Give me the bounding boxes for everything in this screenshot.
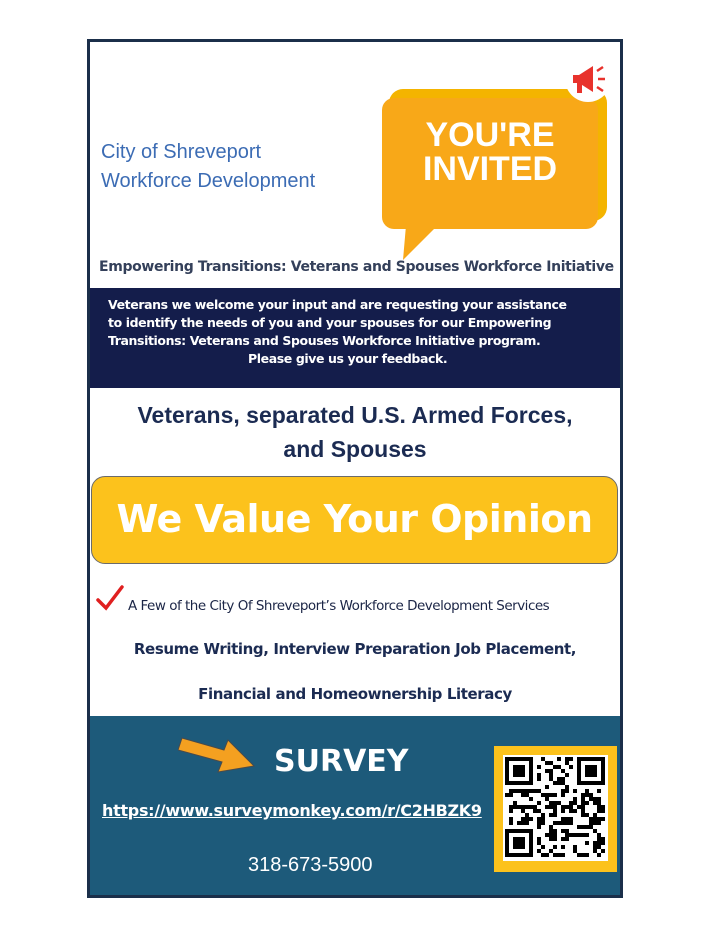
arrow-right-icon — [178, 728, 258, 774]
audience-heading — [90, 398, 620, 466]
phone-number: 318-673-5900 — [248, 854, 373, 876]
program-subtitle: Empowering Transitions: Veterans and Spouses Workforce Initiative — [99, 259, 614, 275]
services-line-2: Financial and Homeownership Literacy — [198, 685, 512, 703]
invited-line-2: INVITED — [422, 150, 558, 188]
megaphone-icon — [563, 54, 613, 104]
message-line-1: Veterans we welcome your input and are requesting your assistance — [108, 297, 567, 312]
checkmark-icon — [96, 585, 124, 611]
invited-speech-bubble — [377, 54, 617, 254]
value-opinion-banner — [91, 476, 618, 564]
message-line-3: Transitions: Veterans and Spouses Workforce Initiative program. — [108, 333, 541, 348]
message-line-4: Please give us your feedback. — [248, 351, 448, 366]
services-intro: A Few of the City Of Shreveport’s Workforce Development Services — [128, 598, 550, 614]
message-line-2: to identify the needs of you and your spouses for our Empowering — [108, 315, 552, 330]
organization-line-2: Workforce Development — [101, 170, 316, 192]
audience-line-2: and Spouses — [283, 436, 427, 462]
audience-line-1: Veterans, separated U.S. Armed Forces, — [137, 402, 573, 428]
organization-line-1: City of Shreveport — [101, 141, 262, 163]
value-opinion-heading: We Value Your Opinion — [116, 497, 593, 541]
invited-line-1: YOU'RE — [425, 116, 555, 154]
services-line-1: Resume Writing, Interview Preparation Job Placement, — [133, 640, 577, 658]
bubble-tail — [399, 214, 459, 264]
flyer — [87, 39, 623, 898]
qr-code-icon — [503, 755, 608, 861]
survey-section — [90, 716, 620, 895]
message-band — [90, 288, 620, 388]
organization-name — [101, 138, 315, 196]
qr-code-frame[interactable] — [494, 746, 617, 872]
survey-title: SURVEY — [274, 744, 409, 779]
message-text — [108, 296, 608, 368]
survey-link[interactable]: https://www.surveymonkey.com/r/C2HBZK9 — [102, 801, 482, 820]
invited-text — [382, 118, 598, 186]
